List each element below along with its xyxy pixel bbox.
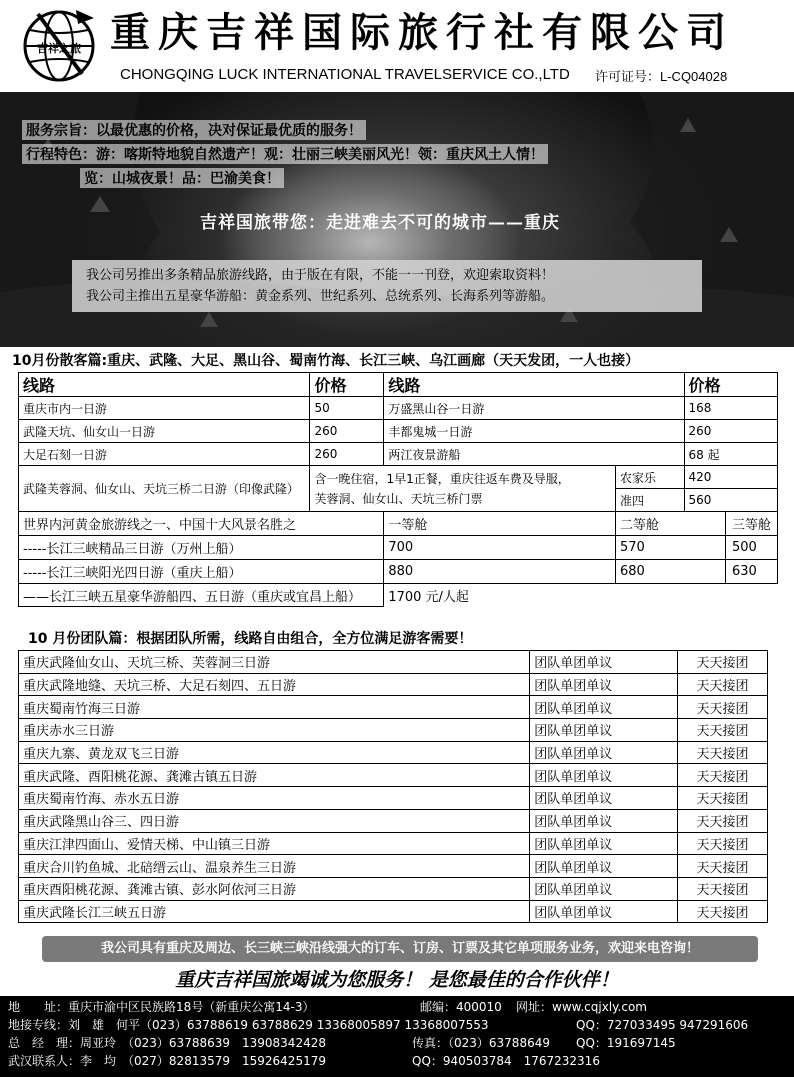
price-cell: 1700 元/人起: [384, 584, 778, 607]
address: 重庆市渝中区民族路18号（新重庆公寓14-3）: [68, 1000, 315, 1014]
group-departure-cell: 天天接团: [678, 809, 768, 832]
group-departure-cell: 天天接团: [678, 651, 768, 674]
table-row: [19, 900, 768, 923]
manager-label: 总 经 理：: [8, 1036, 81, 1050]
group-route-cell: 重庆武隆黑山谷三、四日游: [19, 809, 530, 832]
route-cell: 两江夜景游船: [384, 443, 684, 466]
group-price-cell: 团队单团单议: [530, 877, 678, 900]
address-label: 地 址：: [8, 1000, 69, 1014]
hotline-label: 地接专线：: [8, 1018, 69, 1032]
license-number: 许可证号：L-CQ04028: [595, 69, 728, 84]
price-cell: 50: [310, 397, 384, 420]
table-row: [19, 855, 768, 878]
price-cell: 68 起: [684, 443, 778, 466]
option-label-cell: 准四: [615, 489, 684, 512]
group-route-cell: 重庆武隆长江三峡五日游: [19, 900, 530, 923]
trip-features-text: 行程特色：游：喀斯特地貌自然遗产！观：壮丽三峡美丽风光！领：重庆风土人情！: [22, 144, 548, 164]
individual-tours-table: [18, 372, 778, 607]
price-cell: 570: [616, 536, 726, 559]
price-cell: 500: [731, 540, 757, 555]
group-route-cell: 重庆赤水三日游: [19, 719, 530, 742]
group-route-cell: 重庆武隆地缝、天坑三桥、大足石刻四、五日游: [19, 673, 530, 696]
column-header-route: 线路: [384, 373, 684, 397]
group-price-cell: 团队单团单议: [530, 764, 678, 787]
service-banner: 我公司具有重庆及周边、长三峡三峡沿线强大的订车、订房、订票及其它单项服务业务，欢迎来电咨询！: [42, 936, 758, 962]
slogan: 吉祥国旅带您：走进难去不可的城市——重庆: [200, 213, 560, 233]
route-cell: 大足石刻一日游: [19, 443, 310, 466]
table-row: [19, 651, 768, 674]
route-cell: 丰都鬼城一日游: [384, 420, 684, 443]
table-row: [19, 397, 778, 420]
section-title-group: 10 月份团队篇：根据团队所需，线路自由组合，全方位满足游客需要！: [28, 631, 473, 647]
cruise-header-row: [19, 512, 778, 536]
group-route-cell: 重庆合川钓鱼城、北碚缙云山、温泉养生三日游: [19, 855, 530, 878]
group-price-cell: 团队单团单议: [530, 719, 678, 742]
group-price-cell: 团队单团单议: [530, 832, 678, 855]
price-cell: 880: [384, 560, 616, 584]
price-cell: 560: [684, 489, 778, 512]
cruise-route-cell: -----长江三峡阳光四日游（重庆上船）: [19, 560, 384, 584]
table-row: [19, 696, 768, 719]
group-departure-cell: 天天接团: [678, 787, 768, 810]
table-row: [19, 719, 768, 742]
table-row: [19, 536, 778, 560]
price-cell: 420: [684, 466, 778, 489]
group-price-cell: 团队单团单议: [530, 787, 678, 810]
cabin-class-header: 一等舱: [384, 512, 616, 536]
hotline: 刘 雄 何平（023）63788619 63788629 13368005897 13368007553: [68, 1018, 489, 1032]
group-departure-cell: 天天接团: [678, 877, 768, 900]
table-row: [19, 877, 768, 900]
group-route-cell: 重庆武隆仙女山、天坑三桥、芙蓉洞三日游: [19, 651, 530, 674]
section-title-individual: 10月份散客篇:重庆、武隆、大足、黑山谷、蜀南竹海、长江三峡、乌江画廊（天天发团，一人也接）: [12, 353, 640, 369]
price-cell: 700: [384, 536, 616, 560]
table-row: [19, 809, 768, 832]
price-cell: 630: [731, 564, 757, 579]
closing-slogan: 重庆吉祥国旅竭诚为您服务！ 是您最佳的合作伙伴！: [175, 969, 619, 991]
price-cell: 260: [684, 420, 778, 443]
price-cell: 680: [616, 560, 726, 583]
table-row: [19, 787, 768, 810]
group-departure-cell: 天天接团: [678, 832, 768, 855]
trip-features-text-2: 览：山城夜景！品：巴渝美食！: [80, 168, 284, 188]
group-departure-cell: 天天接团: [678, 696, 768, 719]
group-route-cell: 重庆九寨、黄龙双飞三日游: [19, 741, 530, 764]
included-line: 含一晚住宿，1早1正餐，重庆往返车费及导服，: [314, 471, 570, 486]
group-departure-cell: 天天接团: [678, 741, 768, 764]
cruise-route-cell: -----长江三峡精品三日游（万州上船）: [19, 536, 384, 560]
qq-numbers: QQ：940503784 1767232316: [412, 1054, 600, 1068]
group-route-cell: 重庆蜀南竹海三日游: [19, 696, 530, 719]
header: [0, 0, 794, 92]
group-price-cell: 团队单团单议: [530, 696, 678, 719]
logo-text: 吉祥之旅: [37, 42, 81, 55]
table-row: [19, 832, 768, 855]
group-tours-table: [18, 650, 768, 923]
wuhan-contact: 李 均 （027）82813579 15926425179: [80, 1054, 326, 1068]
group-price-cell: 团队单团单议: [530, 900, 678, 923]
group-route-cell: 重庆酉阳桃花源、龚滩古镇、彭水阿依河三日游: [19, 877, 530, 900]
wuhan-contact-label: 武汉联系人：: [8, 1054, 81, 1068]
table-row: [19, 420, 778, 443]
route-cell: 武隆天坑、仙女山一日游: [19, 420, 310, 443]
group-route-cell: 重庆江津四面山、爱情天梯、中山镇三日游: [19, 832, 530, 855]
price-cell: 260: [310, 420, 384, 443]
group-route-cell: 重庆武隆、酉阳桃花源、龚滩古镇五日游: [19, 764, 530, 787]
globe-logo-icon: [18, 6, 100, 84]
cruise-route-cell: ——长江三峡五星豪华游船四、五日游（重庆或宜昌上船）: [19, 584, 384, 607]
route-cell: 武隆芙蓉洞、仙女山、天坑三桥二日游（印像武隆）: [19, 466, 310, 512]
manager-contact: 周亚玲 （023）63788639 13908342428: [80, 1036, 326, 1050]
group-price-cell: 团队单团单议: [530, 809, 678, 832]
column-header-price: 价格: [684, 373, 778, 397]
cruise-section-title: 世界内河黄金旅游线之一、中国十大风景名胜之: [19, 512, 384, 536]
cabin-class-header: 三等舱: [731, 518, 771, 533]
qq-numbers: QQ：191697145: [576, 1036, 676, 1050]
info-box: [72, 260, 702, 312]
banner: [0, 92, 794, 347]
group-price-cell: 团队单团单议: [530, 855, 678, 878]
table-row: [19, 741, 768, 764]
group-route-cell: 重庆蜀南竹海、赤水五日游: [19, 787, 530, 810]
group-price-cell: 团队单团单议: [530, 651, 678, 674]
table-row: [19, 764, 768, 787]
route-cell: 重庆市内一日游: [19, 397, 310, 420]
route-cell: 万盛黑山谷一日游: [384, 397, 684, 420]
service-aim-text: 服务宗旨：以最优惠的价格，决对保证最优质的服务！: [22, 120, 366, 140]
option-label-cell: 农家乐: [615, 466, 684, 489]
table-header-row: [19, 373, 778, 397]
price-cell: 168: [684, 397, 778, 420]
included-line: 芙蓉洞、仙女山、天坑三桥门票: [314, 491, 483, 506]
website-link[interactable]: 网址：www.cqjxly.com: [516, 1000, 647, 1014]
table-row-two-day: [19, 466, 778, 489]
included-items-cell: [310, 466, 616, 512]
group-price-cell: 团队单团单议: [530, 673, 678, 696]
column-header-price: 价格: [310, 373, 384, 397]
table-row: [19, 443, 778, 466]
group-departure-cell: 天天接团: [678, 855, 768, 878]
qq-numbers: QQ：727033495 947291606: [576, 1018, 749, 1032]
contact-info: [0, 996, 794, 1077]
company-name-en: CHONGQING LUCK INTERNATIONAL TRAVELSERVICE CO.,LTD: [120, 66, 570, 83]
info-line: 我公司主推出五星豪华游船：黄金系列、世纪系列、总统系列、长海系列等游船。: [86, 289, 555, 304]
table-row-luxury: [19, 584, 778, 607]
column-header-route: 线路: [19, 373, 310, 397]
company-name-cn: 重庆吉祥国际旅行社有限公司: [110, 9, 734, 56]
group-price-cell: 团队单团单议: [530, 741, 678, 764]
group-departure-cell: 天天接团: [678, 673, 768, 696]
price-cell: 260: [310, 443, 384, 466]
group-departure-cell: 天天接团: [678, 764, 768, 787]
group-departure-cell: 天天接团: [678, 719, 768, 742]
group-departure-cell: 天天接团: [678, 900, 768, 923]
info-line: 我公司另推出多条精品旅游线路，由于版在有限，不能一一刊登，欢迎索取资料！: [86, 268, 555, 283]
table-row: [19, 560, 778, 584]
fax: 传真：（023）63788649: [412, 1036, 550, 1050]
cabin-class-header: 二等舱: [616, 512, 726, 535]
table-row: [19, 673, 768, 696]
postcode: 邮编：400010: [420, 1000, 502, 1014]
